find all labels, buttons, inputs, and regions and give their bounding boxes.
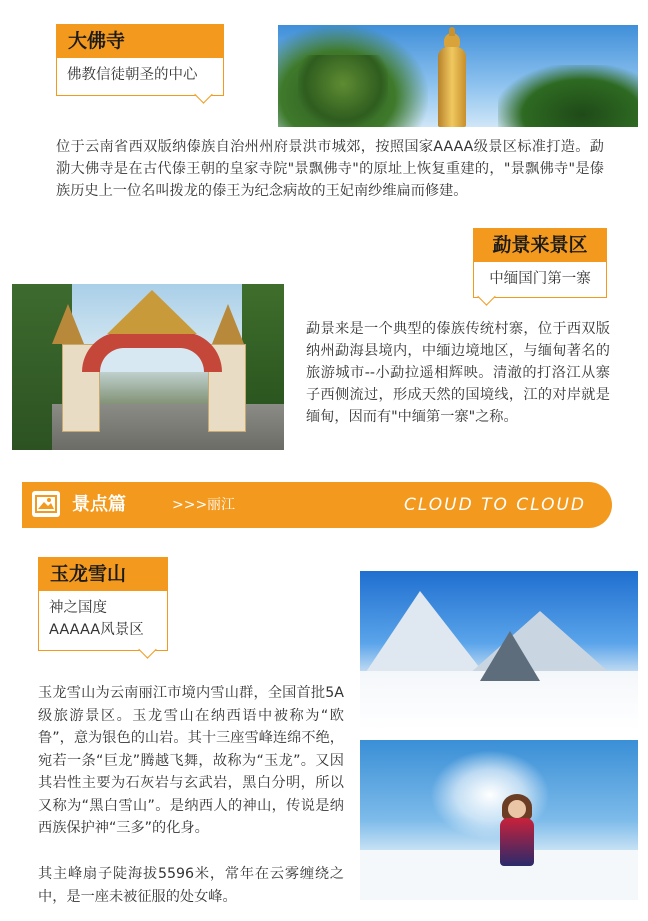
section-title-mengjinglai: 勐景来景区: [473, 228, 607, 262]
section-body-dafosi: 位于云南省西双版纳傣族自治州州府景洪市城郊，按照国家AAAA级景区标准打造。勐泐大佛寺是在古代傣王朝的皇家寺院"景飘佛寺"的原址上恢复重建的，"景飘佛寺"是傣族历史上一位名叫拨龙的傣王为纪念病故的王妃南纱维扁而修建。: [56, 139, 604, 199]
section-banner-lijiang: [22, 482, 612, 528]
section-title-dafosi: 大佛寺: [56, 24, 224, 58]
subtitle-text: 中缅国门第一寨: [489, 271, 591, 287]
snow-girl-photo: [360, 740, 638, 900]
banner-label: 景点篇: [72, 494, 126, 515]
section-title-yulongxueshan: 玉龙雪山: [38, 557, 168, 591]
section-body-yulongxueshan: 玉龙雪山为云南丽江市境内雪山群，全国首批5A级旅游景区。玉龙雪山在纳西语中被称为“欧鲁”，意为银色的山岩。其十三座雪峰连绵不绝，宛若一条“巨龙”腾越飞舞，故称为“玉龙”。又因其岩性主要为石灰岩与玄武岩，黑白分明，所以又称为“黑白雪山”。是纳西人的神山，传说是纳西族保护神“三多”的化身。: [38, 685, 344, 836]
map-icon: [32, 491, 60, 517]
village-gate-photo: [12, 284, 284, 450]
section-subtitle-yulongxueshan: [38, 591, 168, 651]
section-body-yulongxueshan-2: 其主峰扇子陡海拔5596米，常年在云雾缠绕之中，是一座未被征服的处女峰。: [38, 866, 344, 905]
section-subtitle-dafosi: [56, 58, 224, 96]
subtitle-line-1: 神之国度: [49, 600, 107, 616]
banner-slogan: CLOUD TO CLOUD: [403, 495, 586, 515]
buddha-statue-photo: [278, 25, 638, 127]
subtitle-text: 佛教信徒朝圣的中心: [67, 67, 198, 83]
banner-city: 丽江: [207, 497, 235, 513]
banner-arrows: >>>: [172, 497, 208, 513]
snow-mountain-photo: [360, 571, 638, 731]
subtitle-line-2: AAAAA风景区: [49, 622, 144, 638]
section-body-mengjinglai: 勐景来是一个典型的傣族传统村寨，位于西双版纳州勐海县境内，中缅边境地区，与缅甸著名的旅游城市--小勐拉遥相辉映。清澈的打洛江从寨子西侧流过，形成天然的国境线，江的对岸就是缅甸，因而有"中缅第一寨"之称。: [306, 321, 610, 425]
section-subtitle-mengjinglai: [473, 262, 607, 298]
